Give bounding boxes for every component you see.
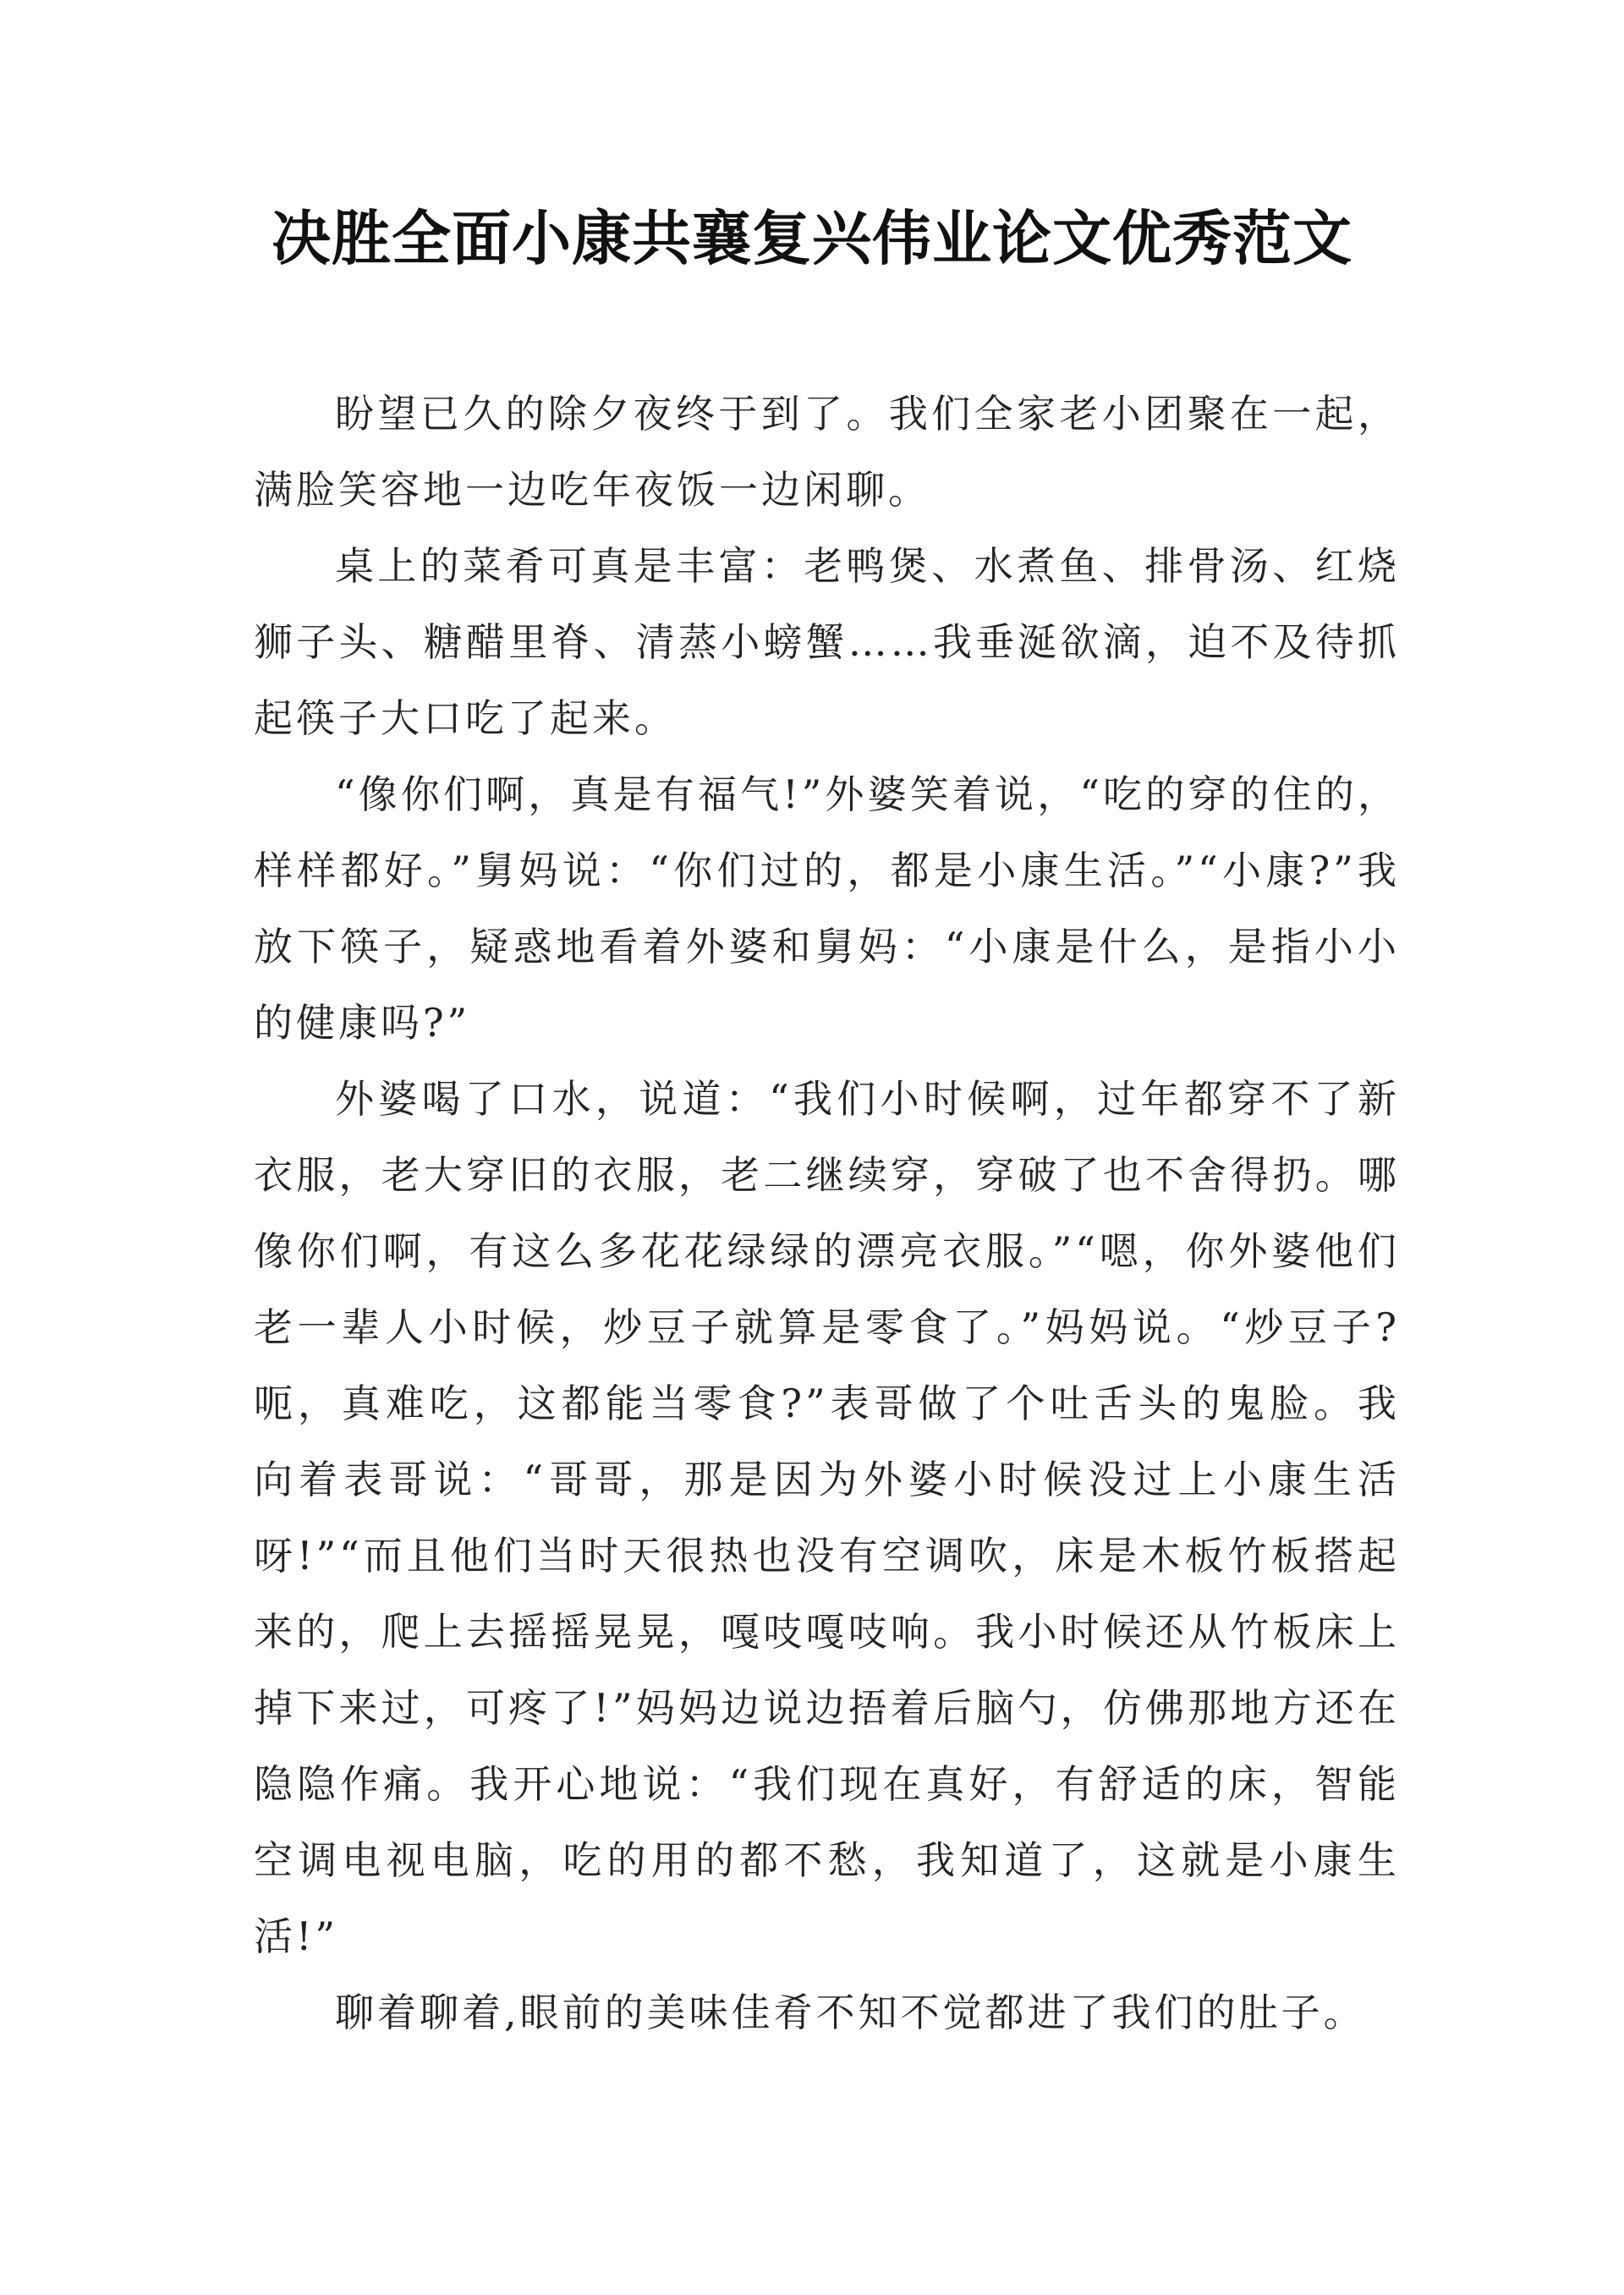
document-title: 决胜全面小康共襄复兴伟业论文优秀范文 [272, 204, 1352, 273]
paragraph-4: 外婆喝了口水，说道：“我们小时候啊，过年都穿不了新衣服，老大穿旧的衣服，老二继续穿，穿破了也不舍得扔。哪像你们啊，有这么多花花绿绿的漂亮衣服。”“嗯，你外婆他们老一辈人小时候，炒豆子就算是零食了。”妈妈说。“炒豆子?呃，真难吃，这都能当零食?”表哥做了个吐舌头的鬼脸。我向着表哥说：“哥哥，那是因为外婆小时候没过上小康生活呀!”“而且他们当时天很热也没有空调吹，床是木板竹板搭起来的，爬上去摇摇晃晃，嘎吱嘎吱响。我小时候还从竹板床上掉下来过，可疼了!”妈妈边说边捂着后脑勺，仿佛那地方还在隐隐作痛。我开心地说：“我们现在真好，有舒适的床，智能空调电视电脑，吃的用的都不愁，我知道了，这就是小康生活!” [254, 1076, 1400, 1959]
paragraph-1: 盼望已久的除夕夜终于到了。我们全家老小团聚在一起，满脸笑容地一边吃年夜饭一边闲聊。 [254, 391, 1400, 513]
paragraph-2: 桌上的菜肴可真是丰富：老鸭煲、水煮鱼、排骨汤、红烧狮子头、糖醋里脊、清蒸小螃蟹……我垂涎欲滴，迫不及待抓起筷子大口吃了起来。 [254, 543, 1400, 741]
document-body [254, 376, 1400, 2051]
paragraph-3: “像你们啊，真是有福气!”外婆笑着说，“吃的穿的住的，样样都好。”舅妈说：“你们过的，都是小康生活。”“小康?”我放下筷子，疑惑地看着外婆和舅妈：“小康是什么，是指小小的健康吗?” [254, 771, 1400, 1046]
paragraph-5: 聊着聊着,眼前的美味佳肴不知不觉都进了我们的肚子。 [335, 1990, 1366, 2035]
